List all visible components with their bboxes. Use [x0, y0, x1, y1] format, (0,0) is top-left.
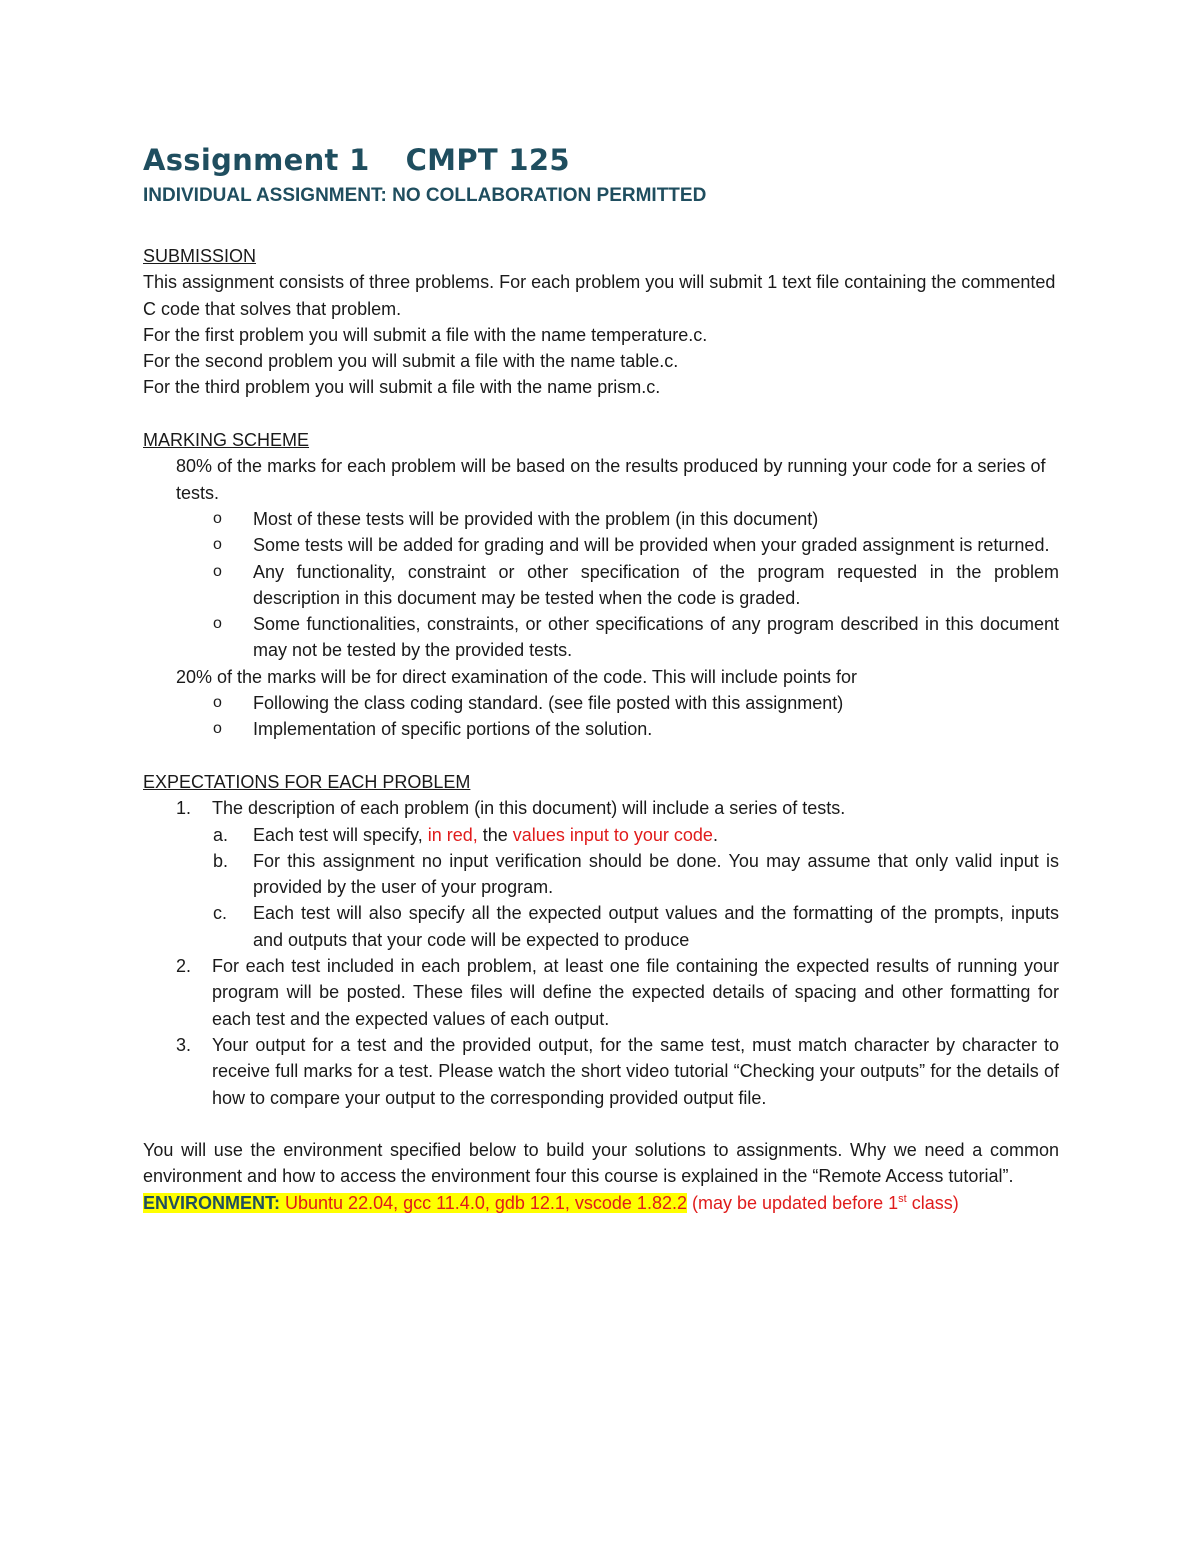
expectation-item-1a [143, 822, 1059, 848]
expectation-item-1 [143, 795, 1059, 821]
bullet-marker: o [213, 509, 222, 527]
title-assignment: Assignment 1 [143, 143, 370, 177]
marking-bullet [143, 690, 1059, 716]
bullet-marker: o [213, 536, 222, 554]
item-letter: a. [213, 824, 229, 845]
bullet-text: Some tests will be added for grading and will be provided when your graded assignment is returned. [253, 535, 1050, 556]
item-letter: c. [213, 903, 228, 924]
red-emphasis: values input to your code [512, 824, 713, 845]
environment-note: (may be updated before 1st class) [686, 1192, 959, 1213]
expectation-item-1b [143, 848, 1059, 901]
bullet-text: Following the class coding standard. (see file posted with this assignment) [253, 693, 844, 714]
bullet-marker: o [213, 562, 222, 580]
document-body [143, 243, 1059, 1216]
title-course: CMPT 125 [405, 143, 570, 177]
document-title [143, 143, 570, 177]
item-text: Your output for a test and the provided output, for the same test, must match character by character to receive full marks for a test. Please watch the short video tutorial “Checking your outputs” for the details of how to compare your output to the corresponding provided output file. [212, 1034, 1059, 1108]
environment-intro: You will use the environment specified below to build your solutions to assignments. Why we need a common environment and how to access the environment four this course is explained in the “Remote Access tutorial”. [143, 1140, 1059, 1187]
item-text: For each test included in each problem, at least one file containing the expected results of running your program will be posted. These files will define the expected details of spacing and other formatting for each test and the expected values of each output. [212, 956, 1059, 1029]
document-subtitle: INDIVIDUAL ASSIGNMENT: NO COLLABORATION PERMITTED [143, 185, 707, 206]
item-text-pre: Each test will specify, [253, 824, 428, 845]
marking-heading: MARKING SCHEME [143, 430, 310, 451]
expectation-item-2 [143, 953, 1059, 1032]
marking-bullet [143, 611, 1059, 664]
item-number: 2. [176, 956, 192, 977]
bullet-marker: o [213, 720, 222, 738]
item-number: 3. [176, 1034, 192, 1055]
item-text: For this assignment no input verification should be done. You may assume that only valid input is provided by the user of your program. [253, 850, 1059, 898]
expectation-item-3 [143, 1032, 1059, 1111]
expectation-item-1c [143, 900, 1059, 953]
bullet-marker: o [213, 694, 222, 712]
item-text-mid: the [477, 824, 513, 845]
item-number: 1. [176, 798, 192, 819]
environment-highlight [143, 1193, 687, 1213]
item-text: The description of each problem (in this document) will include a series of tests. [212, 798, 846, 819]
submission-line: For the first problem you will submit a file with the name temperature.c. [143, 324, 708, 345]
marking-bullet [143, 559, 1059, 612]
environment-value: Ubuntu 22.04, gcc 11.4.0, gdb 12.1, vscode 1.82.2 [280, 1192, 687, 1213]
item-text-post: . [712, 824, 718, 845]
environment-line [143, 1190, 1059, 1216]
bullet-text: Implementation of specific portions of the solution. [253, 719, 653, 740]
marking-bullet [143, 506, 1059, 532]
submission-line: For the second problem you will submit a file with the name table.c. [143, 351, 679, 372]
marking-para-tests: 80% of the marks for each problem will be based on the results produced by running your code for a series of tests. [176, 456, 1046, 503]
environment-label: ENVIRONMENT: [143, 1192, 281, 1213]
item-letter: b. [213, 850, 229, 871]
bullet-text: Some functionalities, constraints, or other specifications of any program described in this document may not be tested by the provided tests. [253, 614, 1059, 661]
expectations-heading: EXPECTATIONS FOR EACH PROBLEM [143, 771, 471, 792]
submission-line: For the third problem you will submit a file with the name prism.c. [143, 377, 661, 398]
marking-bullet [143, 532, 1059, 558]
bullet-marker: o [213, 615, 222, 633]
item-text: Each test will also specify all the expected output values and the formatting of the prompts, inputs and outputs that your code will be expected to produce [253, 903, 1059, 950]
submission-intro: This assignment consists of three problems. For each problem you will submit 1 text file containing the commented C code that solves that problem. [143, 272, 1056, 319]
bullet-text: Any functionality, constraint or other specification of the program requested in the problem description in this document may be tested when the code is graded. [253, 561, 1059, 608]
red-emphasis: in red, [427, 824, 478, 845]
marking-para-code: 20% of the marks will be for direct examination of the code. This will include points for [176, 666, 857, 687]
marking-bullet [143, 716, 1059, 742]
bullet-text: Most of these tests will be provided with the problem (in this document) [253, 508, 819, 529]
submission-heading: SUBMISSION [143, 246, 257, 266]
